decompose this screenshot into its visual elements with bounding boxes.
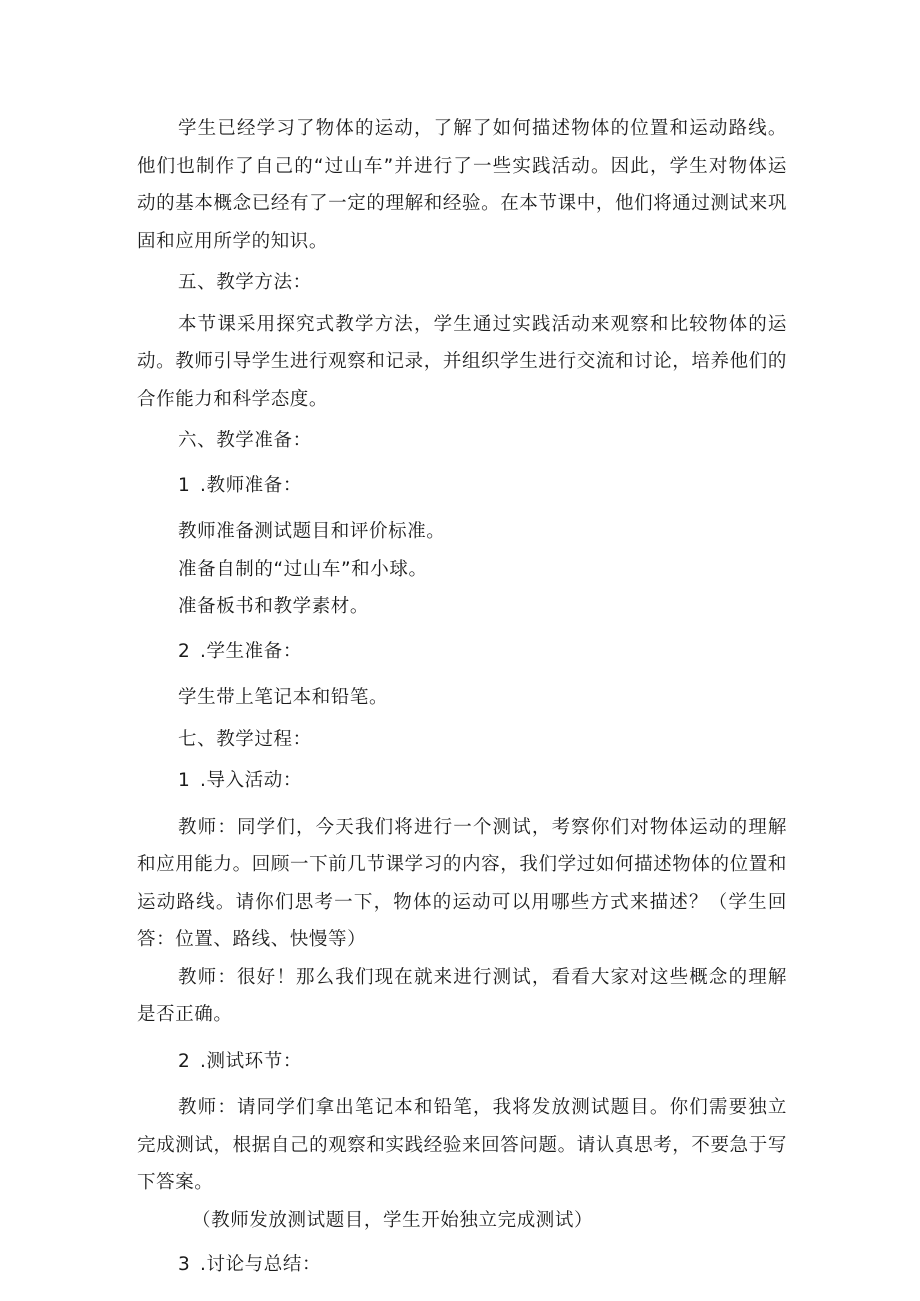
paragraph-teacher-test-instructions: 教师：请同学们拿出笔记本和铅笔，我将发放测试题目。你们需要独立完成测试，根据自己的观察和实践经验来回答问题。请认真思考，不要急于写下答案。 [137,1097,787,1193]
subheading-test-session [137,1043,787,1081]
line-roller-coaster: 准备自制的“过山车”和小球。 [178,558,428,580]
paragraph-stage-direction: （教师发放测试题目，学生开始独立完成测试） [192,1209,594,1231]
subheading-discussion-summary [137,1246,787,1284]
line-test-questions: 教师准备测试题目和评价标准。 [178,521,446,542]
item-label: .讨论与总结： [200,1254,322,1275]
item-label: .教师准备： [200,474,302,496]
paragraph-teacher-intro: 教师：同学们，今天我们将进行一个测试，考察你们对物体运动的理解和应用能力。回顾一下前几节课学习的内容，我们学过如何描述物体的位置和运动路线。请你们思考一下，物体的运动可以用哪些方式来描述？（学生回答：位置、路线、快慢等） [137,816,787,950]
subheading-introduction-activity [137,762,787,800]
item-label: .导入活动： [200,770,302,791]
item-number: 2 [178,1050,191,1072]
item-label: .学生准备： [200,640,302,662]
item-number: 3 [178,1254,191,1275]
line-student-notebook: 学生带上笔记本和铅笔。 [178,687,389,708]
line-board-materials: 准备板书和教学素材。 [178,596,370,617]
item-label: .测试环节： [200,1050,302,1072]
document-body [137,110,787,1284]
section-heading-teaching-preparation: 六、教学准备： [178,430,312,451]
subheading-student-preparation [137,633,787,671]
item-number: 1 [178,474,191,496]
section-heading-teaching-method: 五、教学方法： [178,272,312,293]
subheading-teacher-preparation [137,467,787,505]
paragraph-teaching-method: 本节课采用探究式教学方法，学生通过实践活动来观察和比较物体的运动。教师引导学生进行观察和记录，并组织学生进行交流和讨论，培养他们的合作能力和科学态度。 [137,313,787,410]
section-heading-teaching-process: 七、教学过程： [178,728,312,750]
paragraph-teacher-good: 教师：很好！那么我们现在就来进行测试，看看大家对这些概念的理解是否正确。 [137,966,787,1025]
paragraph-student-background: 学生已经学习了物体的运动，了解了如何描述物体的位置和运动路线。他们也制作了自己的“过山车”并进行了一些实践活动。因此，学生对物体运动的基本概念已经有了一定的理解和经验。在本节课中，他们将通过测试来巩固和应用所学的知识。 [137,118,787,252]
item-number: 2 [178,640,191,662]
item-number: 1 [178,770,191,791]
